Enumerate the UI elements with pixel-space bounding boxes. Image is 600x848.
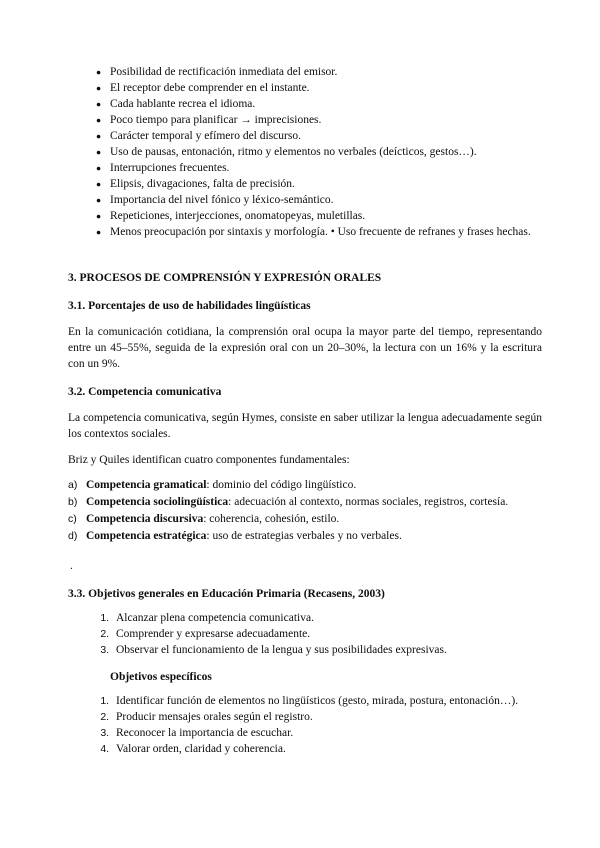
section-32-intro: Briz y Quiles identifican cuatro componentes fundamentales: — [68, 454, 350, 466]
bullet-item — [96, 160, 542, 176]
bullet-item — [96, 128, 542, 144]
bullet-text: Carácter temporal y efímero del discurso. — [110, 130, 301, 142]
stray-dot: . — [70, 560, 73, 572]
component-text — [86, 528, 402, 545]
bullet-item — [96, 64, 542, 80]
bullet-icon: ● — [96, 179, 102, 189]
bullet-item — [96, 144, 542, 160]
competence-components-list — [68, 477, 542, 545]
component-definition: : dominio del código lingüístico. — [206, 479, 357, 491]
objective-item: 3. Reconocer la importancia de escuchar. — [112, 725, 542, 741]
bullet-icon: ● — [96, 115, 102, 125]
bullet-item — [96, 208, 542, 224]
objective-item: 1. Identificar función de elementos no lingüísticos (gesto, mirada, postura, entonación…). — [112, 693, 542, 709]
objective-item: 4. Valorar orden, claridad y coherencia. — [112, 741, 542, 757]
component-marker: d) — [68, 530, 78, 542]
general-objectives-list — [68, 610, 542, 658]
component-text — [86, 477, 356, 494]
bullet-text: Cada hablante recrea el idioma. — [110, 98, 256, 110]
bullet-text: Importancia del nivel fónico y léxico-semántico. — [110, 194, 334, 206]
objective-item: 2. Producir mensajes orales según el registro. — [112, 709, 542, 725]
specific-objectives-list — [68, 693, 542, 757]
bullet-text: Menos preocupación por sintaxis y morfología. • Uso frecuente de refranes y frases hechas. — [110, 226, 531, 238]
component-marker: c) — [68, 513, 77, 525]
component-marker: a) — [68, 479, 78, 491]
component-term: Competencia estratégica — [86, 530, 207, 542]
bullet-item — [96, 112, 542, 128]
component-term: Competencia sociolingüística — [86, 496, 229, 508]
objective-item: 1. Alcanzar plena competencia comunicativa. — [112, 610, 542, 626]
objective-item: 3. Observar el funcionamiento de la lengua y sus posibilidades expresivas. — [112, 642, 542, 658]
component-item — [68, 528, 542, 545]
bullet-icon: ● — [96, 83, 102, 93]
bullet-item — [96, 96, 542, 112]
section-32-paragraph: La competencia comunicativa, según Hymes, consiste en saber utilizar la lengua adecuadamente según los contextos sociales. — [68, 412, 542, 440]
bullet-item — [96, 192, 542, 208]
section-33-heading: 3.3. Objetivos generales en Educación Primaria (Recasens, 2003) — [68, 588, 385, 600]
oral-features-bullet-list — [68, 64, 542, 240]
component-term: Competencia discursiva — [86, 513, 204, 525]
bullet-icon: ● — [96, 131, 102, 141]
objective-item: 2. Comprender y expresarse adecuadamente. — [112, 626, 542, 642]
section-31-paragraph: En la comunicación cotidiana, la comprensión oral ocupa la mayor parte del tiempo, representando entre un 45–55%, seguida de la expresión oral con un 20–30%, la lectura con un 16% y la escritura con un 9%. — [68, 326, 542, 370]
section-31-heading: 3.1. Porcentajes de uso de habilidades lingüísticas — [68, 300, 311, 312]
component-item — [68, 511, 542, 528]
bullet-icon: ● — [96, 147, 102, 157]
component-item — [68, 477, 542, 494]
bullet-item — [96, 80, 542, 96]
bullet-icon: ● — [96, 195, 102, 205]
bullet-icon: ● — [96, 227, 102, 237]
bullet-text: Posibilidad de rectificación inmediata del emisor. — [110, 66, 338, 78]
component-definition: : uso de estrategias verbales y no verbales. — [206, 530, 402, 542]
bullet-icon: ● — [96, 67, 102, 77]
component-term: Competencia gramatical — [86, 479, 207, 491]
bullet-icon: ● — [96, 163, 102, 173]
component-definition: : coherencia, cohesión, estilo. — [203, 513, 340, 525]
component-marker: b) — [68, 496, 78, 508]
bullet-text: El receptor debe comprender en el instante. — [110, 82, 310, 94]
bullet-text: Poco tiempo para planificar → imprecisiones. — [110, 114, 322, 126]
section-3-heading: 3. PROCESOS DE COMPRENSIÓN Y EXPRESIÓN ORALES — [68, 272, 382, 284]
bullet-item — [96, 176, 542, 192]
bullet-text: Elipsis, divagaciones, falta de precisión. — [110, 178, 295, 190]
component-definition: : adecuación al contexto, normas sociales, registros, cortesía. — [228, 496, 509, 508]
bullet-text: Repeticiones, interjecciones, onomatopeyas, muletillas. — [110, 210, 366, 222]
bullet-icon: ● — [96, 99, 102, 109]
bullet-text: Interrupciones frecuentes. — [110, 162, 230, 174]
component-item — [68, 494, 542, 511]
component-text — [86, 494, 508, 511]
section-32-heading: 3.2. Competencia comunicativa — [68, 386, 222, 398]
bullet-text: Uso de pausas, entonación, ritmo y elementos no verbales (deícticos, gestos…). — [110, 146, 477, 158]
bullet-icon: ● — [96, 211, 102, 221]
bullet-item — [96, 224, 542, 240]
specific-objectives-heading: Objetivos específicos — [110, 671, 212, 683]
component-text — [86, 511, 339, 528]
